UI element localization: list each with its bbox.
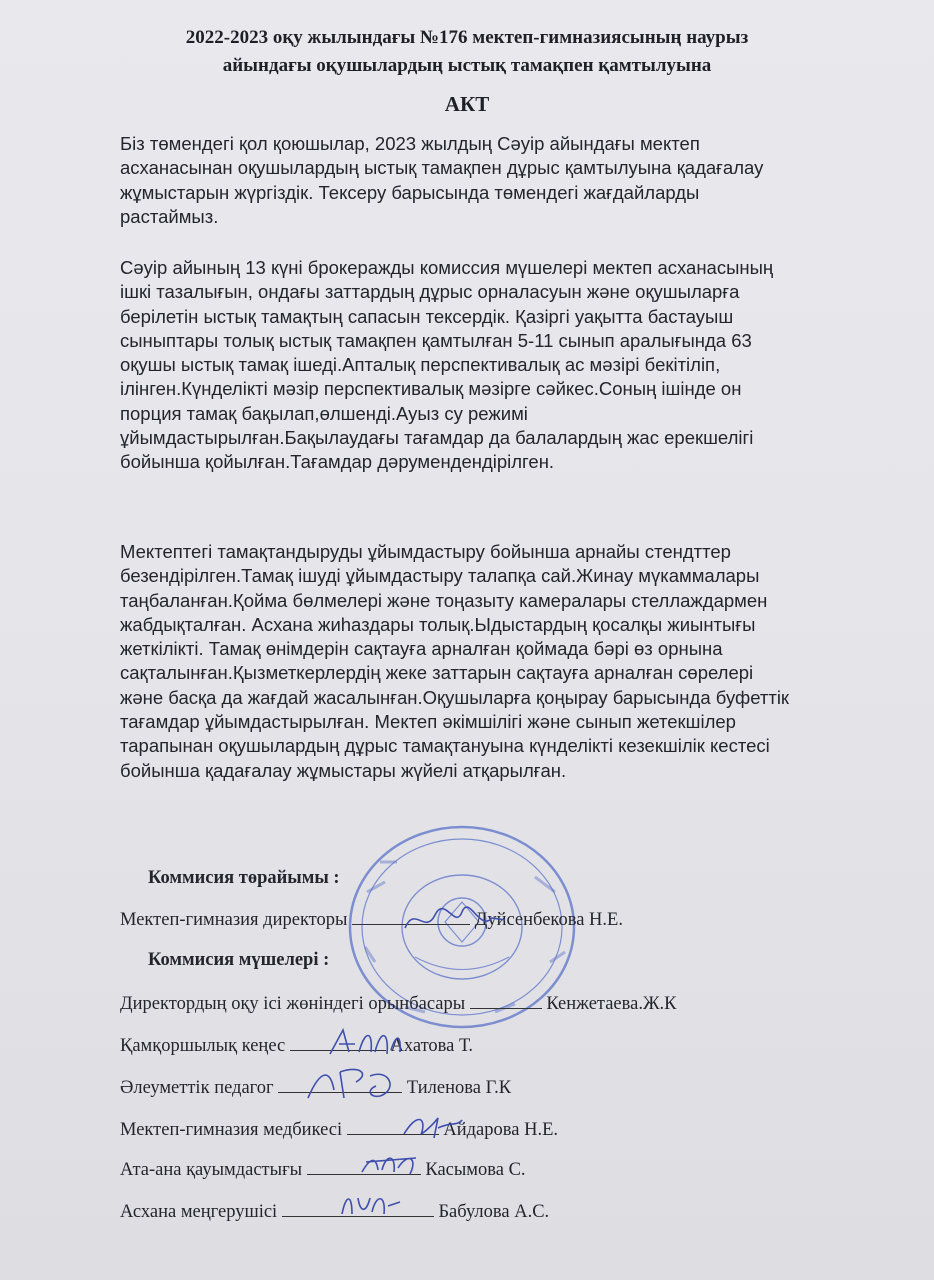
signatory-role: Ата-ана қауымдастығы <box>120 1160 303 1180</box>
signatory-name: Касымова С. <box>425 1160 526 1180</box>
text-line: ұйымдастырылған.Бақылаудағы тағамдар да балалардың жас ерекшелігі <box>120 427 754 449</box>
signature-row-chair <box>120 910 623 931</box>
signature-row-member <box>120 1120 558 1141</box>
signature-row-member <box>120 1160 526 1181</box>
signature-row-member <box>120 1202 549 1223</box>
text-line: бойынша қойылған.Тағамдар дәрумендендірілген. <box>120 451 555 473</box>
signatory-role: Мектеп-гимназия медбикесі <box>120 1120 343 1140</box>
text-line: Сәуір айының 13 күні брокеражды комиссия мүшелері мектеп асханасының <box>120 257 774 278</box>
handwritten-signature <box>300 1060 410 1105</box>
text-line: безендірілген.Тамақ ішуді ұйымдастыру талапқа сай.Жинау мүкаммалары <box>120 565 760 587</box>
text-line: оқушы ыстық тамақ ішеді.Апталық перспективалық ас мәзірі бекітіліп, <box>120 354 721 376</box>
document-title <box>0 24 934 80</box>
text-line: тарапынан оқушылардың дұрыс тамақтануына күнделікті кезекшілік кестесі <box>120 735 770 757</box>
title-line-2: айындағы оқушылардың ыстық тамақпен қамтылуына <box>222 55 712 76</box>
text-line: сыныптары толық ыстық тамақпен қамтылған 5-11 сынып аралығында 63 <box>120 329 752 351</box>
document-heading: АКТ <box>444 92 490 116</box>
text-line: асханасынан оқушылардың ыстық тамақпен дұрыс қамтылуына қадағалау <box>120 157 764 179</box>
text-line: тағамдар ұйымдастырылған. Мектеп әкімшілігі және сынып жетекшілер <box>120 711 736 733</box>
signatory-role: Асхана меңгерушісі <box>120 1202 278 1222</box>
signatory-name: Дуйсенбекова Н.Е. <box>474 910 623 930</box>
handwritten-signature <box>325 1022 405 1062</box>
chair-heading: Коммисия төрайымы : <box>148 868 340 888</box>
text-line: ішкі тазалығын, ондағы заттардың дұрыс орналасуын және оқушыларға <box>120 281 740 303</box>
signatory-role: Директордың оқу ісі жөніндегі орынбасары <box>120 994 466 1014</box>
paragraph-intro <box>120 132 910 229</box>
text-line: Біз төмендегі қол қоюшылар, 2023 жылдың Сәуір айындағы мектеп <box>120 133 700 154</box>
text-line: порция тамақ бақылап,өлшенді.Ауыз су режимі <box>120 402 528 424</box>
signatory-name: Ахатова Т. <box>390 1036 474 1056</box>
signature-row-member <box>120 1036 473 1057</box>
handwritten-signature <box>398 1104 468 1144</box>
handwritten-signature <box>356 1144 426 1184</box>
handwritten-signature <box>336 1184 406 1224</box>
text-line: және басқа да жағдай жасалынған.Оқушыларға қоңырау барысында буфеттік <box>120 686 790 708</box>
text-line: жеткілікті. Тамақ өнімдерін сақтауға арналған қоймада бәрі өз орнына <box>120 638 723 660</box>
paragraph-inspection <box>120 256 910 475</box>
signatory-name: Айдарова Н.Е. <box>443 1120 558 1140</box>
signatory-name: Бабулова А.С. <box>438 1202 550 1222</box>
signatory-role: Әлеуметтік педагог <box>120 1078 274 1098</box>
signatory-name: Кенжетаева.Ж.К <box>546 994 677 1014</box>
text-line: жабдықталған. Асхана жиһаздары толық.Ыдыстардың қосалқы жиынтығы <box>120 613 756 635</box>
members-heading: Коммисия мүшелері : <box>148 950 330 970</box>
text-line: бойынша қадағалау жұмыстары жүйелі атқарылған. <box>120 759 567 781</box>
signature-line <box>470 994 542 1009</box>
signatory-name: Тиленова Г.К <box>406 1078 512 1098</box>
text-line: сақталынған.Қызметкерлердің жеке заттарын сақтауға арналған сөрелері <box>120 662 754 684</box>
handwritten-signature <box>400 900 510 940</box>
paragraph-organization <box>120 540 910 783</box>
signatory-role: Мектеп-гимназия директоры <box>120 910 348 930</box>
signature-row-member <box>120 994 677 1015</box>
signatory-role: Қамқоршылық кеңес <box>120 1036 286 1056</box>
title-line-1: 2022-2023 оқу жылындағы №176 мектеп-гимназиясының наурыз <box>185 27 749 48</box>
text-line: ілінген.Күнделікті мәзір перспективалық мәзірге сәйкес.Соның ішінде он <box>120 378 742 400</box>
text-line: жұмыстарын жүргіздік. Тексеру барысында төмендегі жағдайларды <box>120 181 700 203</box>
text-line: берілетін ыстық тамақтың сапасын тексердік. Қазіргі уақытта бастауыш <box>120 305 734 327</box>
text-line: Мектептегі тамақтандыруды ұйымдастыру бойынша арнайы стендттер <box>120 541 731 562</box>
text-line: таңбаланған.Қойма бөлмелері және тоңазыту камералары стеллаждармен <box>120 589 768 611</box>
text-line: растаймыз. <box>120 205 219 227</box>
